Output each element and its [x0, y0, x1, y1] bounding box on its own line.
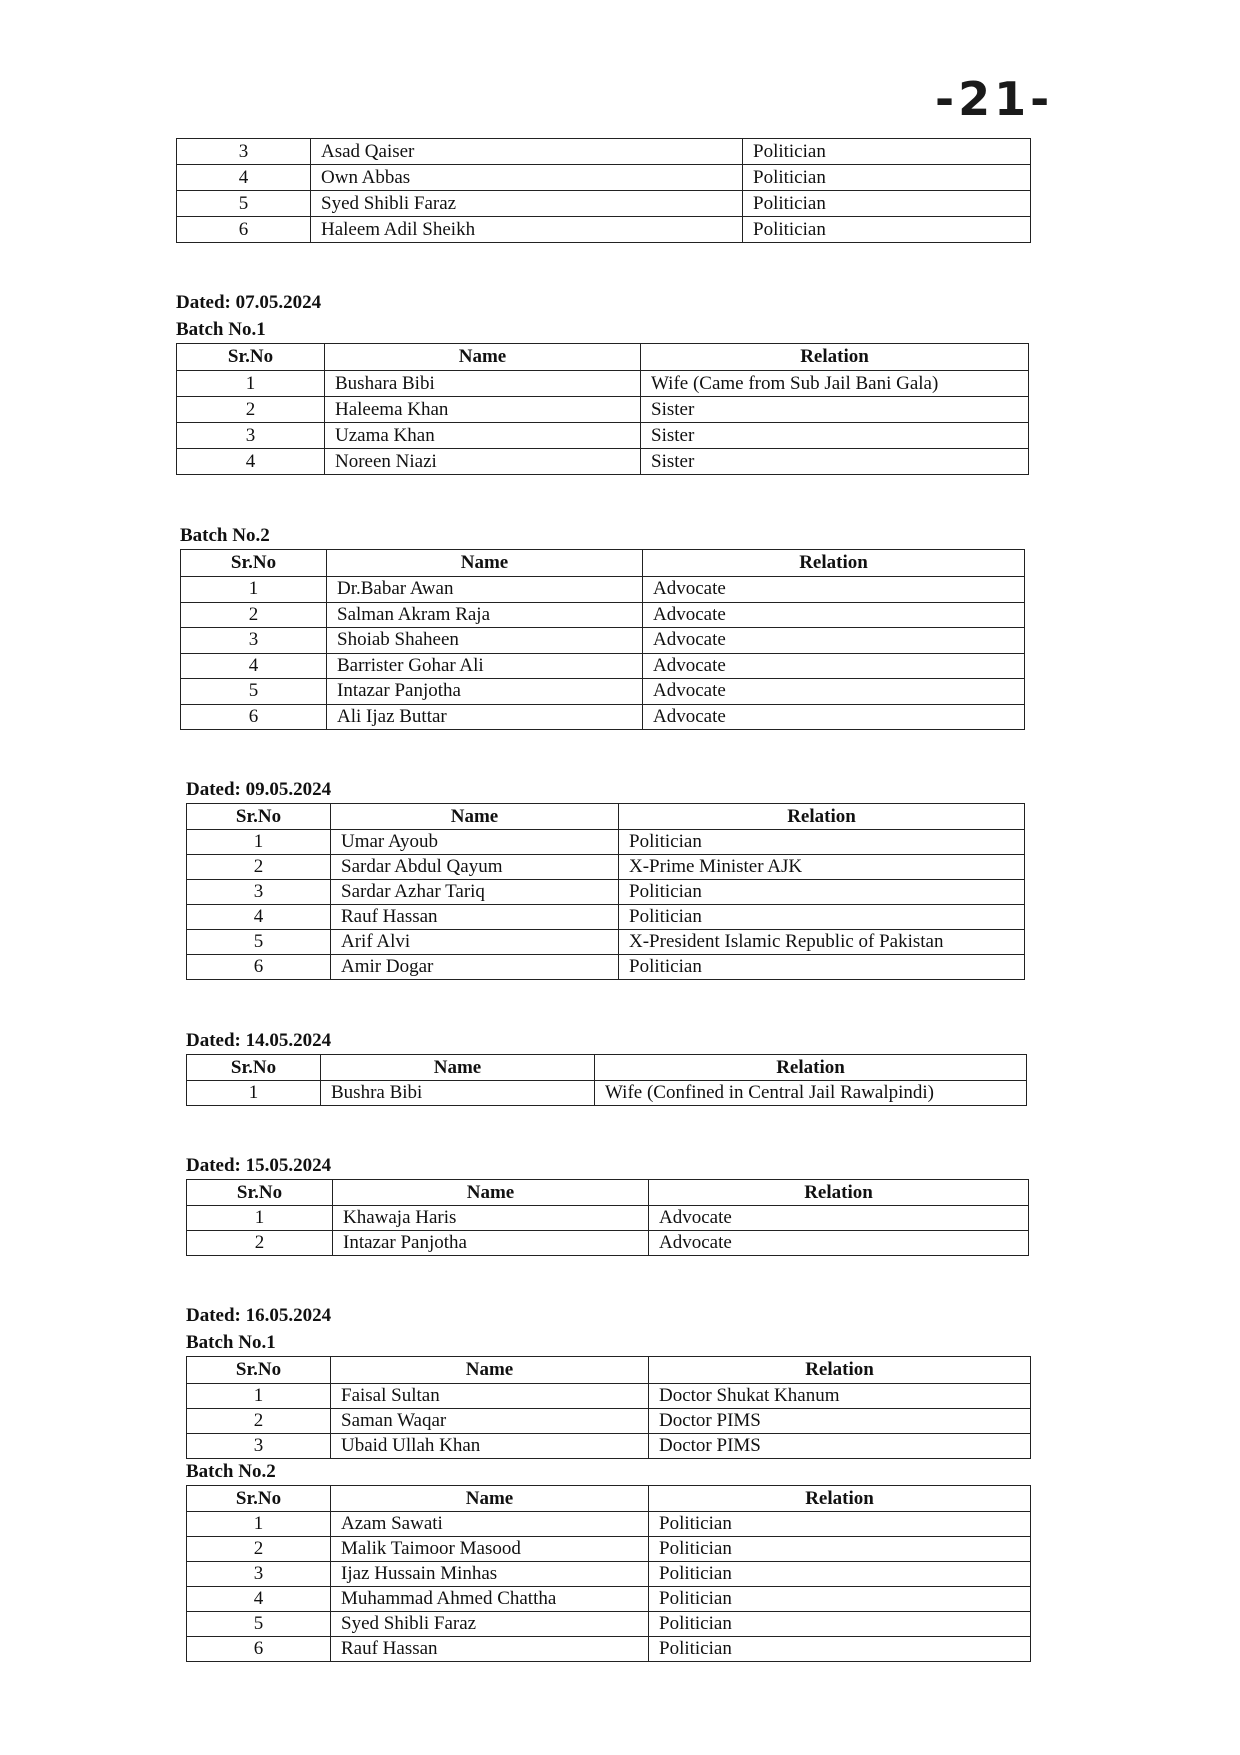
name-cell: Sardar Azhar Tariq: [331, 880, 619, 905]
table-header-row: [177, 344, 1029, 371]
visitor-table: [176, 343, 1029, 475]
name-cell: Ijaz Hussain Minhas: [331, 1562, 649, 1587]
relation-cell: Wife (Came from Sub Jail Bani Gala): [641, 371, 1029, 397]
sr-no-cell: 6: [177, 217, 311, 243]
relation-cell: Advocate: [643, 628, 1025, 654]
name-cell: Bushara Bibi: [325, 371, 641, 397]
section-date: Dated: 09.05.2024: [186, 779, 332, 800]
sr-no-cell: 2: [187, 1537, 331, 1562]
sr-no-cell: 1: [181, 577, 327, 603]
header-sr-no: Sr.No: [187, 1357, 331, 1384]
section-16-05-batch-2: [186, 1458, 1031, 1662]
relation-cell: Doctor PIMS: [649, 1434, 1031, 1459]
sr-no-cell: 2: [187, 1231, 333, 1256]
header-name: Name: [321, 1055, 595, 1081]
relation-cell: Sister: [641, 449, 1029, 475]
header-sr-no: Sr.No: [181, 550, 327, 577]
relation-cell: Politician: [743, 139, 1031, 165]
header-relation: Relation: [619, 804, 1025, 830]
section-15-05: [186, 1152, 1029, 1256]
sr-no-cell: 5: [181, 679, 327, 705]
sr-no-cell: 2: [181, 602, 327, 628]
visitor-table: [186, 1054, 1027, 1106]
table-row: [187, 905, 1025, 930]
table-header-row: [187, 804, 1025, 830]
table-row: [187, 1537, 1031, 1562]
table-row: [187, 955, 1025, 980]
table-header-row: [181, 550, 1025, 577]
header-sr-no: Sr.No: [177, 344, 325, 371]
sr-no-cell: 4: [177, 165, 311, 191]
table-header-row: [187, 1055, 1027, 1081]
name-cell: Barrister Gohar Ali: [327, 653, 643, 679]
name-cell: Azam Sawati: [331, 1512, 649, 1537]
section-date: Dated: 15.05.2024: [186, 1155, 332, 1176]
relation-cell: Politician: [649, 1612, 1031, 1637]
header-name: Name: [327, 550, 643, 577]
table-row: [187, 1206, 1029, 1231]
section-date: Dated: 14.05.2024: [186, 1030, 332, 1051]
name-cell: Sardar Abdul Qayum: [331, 855, 619, 880]
table-row: [187, 1409, 1031, 1434]
table-row: [181, 577, 1025, 603]
table-header-row: [187, 1357, 1031, 1384]
sr-no-cell: 1: [187, 1512, 331, 1537]
page-number: -21-: [935, 72, 1054, 126]
table-row: [177, 397, 1029, 423]
table-row: [177, 165, 1031, 191]
name-cell: Noreen Niazi: [325, 449, 641, 475]
table-row: [181, 704, 1025, 730]
header-relation: Relation: [649, 1486, 1031, 1512]
section-07-05-batch-2: [180, 522, 1025, 730]
header-name: Name: [333, 1180, 649, 1206]
name-cell: Asad Qaiser: [311, 139, 743, 165]
batch-label: Batch No.1: [176, 319, 266, 340]
relation-cell: Politician: [619, 955, 1025, 980]
sr-no-cell: 6: [187, 955, 331, 980]
header-relation: Relation: [595, 1055, 1027, 1081]
section-date: Dated: 16.05.2024: [186, 1305, 332, 1326]
relation-cell: Politician: [649, 1537, 1031, 1562]
table-row: [187, 1081, 1027, 1106]
relation-cell: Politician: [619, 905, 1025, 930]
visitor-table: [186, 1179, 1029, 1256]
batch-label: Batch No.2: [186, 1461, 276, 1482]
relation-cell: Doctor Shukat Khanum: [649, 1384, 1031, 1409]
sr-no-cell: 2: [187, 1409, 331, 1434]
relation-cell: Politician: [743, 217, 1031, 243]
table-row: [181, 602, 1025, 628]
sr-no-cell: 3: [187, 1434, 331, 1459]
header-relation: Relation: [643, 550, 1025, 577]
relation-cell: Advocate: [643, 577, 1025, 603]
sr-no-cell: 2: [177, 397, 325, 423]
table-row: [187, 880, 1025, 905]
table-row: [181, 679, 1025, 705]
relation-cell: Politician: [649, 1587, 1031, 1612]
sr-no-cell: 4: [181, 653, 327, 679]
name-cell: Own Abbas: [311, 165, 743, 191]
section-date: Dated: 07.05.2024: [176, 292, 322, 313]
header-relation: Relation: [641, 344, 1029, 371]
sr-no-cell: 5: [187, 930, 331, 955]
name-cell: Umar Ayoub: [331, 830, 619, 855]
relation-cell: Advocate: [643, 679, 1025, 705]
header-sr-no: Sr.No: [187, 1055, 321, 1081]
table-row: [187, 1512, 1031, 1537]
relation-cell: Advocate: [649, 1206, 1029, 1231]
header-name: Name: [325, 344, 641, 371]
table-row: [187, 1612, 1031, 1637]
sr-no-cell: 1: [187, 830, 331, 855]
name-cell: Syed Shibli Faraz: [331, 1612, 649, 1637]
sr-no-cell: 3: [181, 628, 327, 654]
section-16-05-batch-1: [186, 1302, 1031, 1459]
name-cell: Intazar Panjotha: [327, 679, 643, 705]
table-row: [177, 449, 1029, 475]
relation-cell: Advocate: [643, 602, 1025, 628]
sr-no-cell: 2: [187, 855, 331, 880]
table-row: [187, 1434, 1031, 1459]
section-14-05: [186, 1027, 1027, 1106]
header-relation: Relation: [649, 1180, 1029, 1206]
header-sr-no: Sr.No: [187, 804, 331, 830]
sr-no-cell: 5: [187, 1612, 331, 1637]
header-sr-no: Sr.No: [187, 1486, 331, 1512]
name-cell: Salman Akram Raja: [327, 602, 643, 628]
name-cell: Syed Shibli Faraz: [311, 191, 743, 217]
visitor-table: [180, 549, 1025, 730]
table-row: [177, 139, 1031, 165]
name-cell: Intazar Panjotha: [333, 1231, 649, 1256]
section-07-05-batch-1: [176, 289, 1029, 475]
name-cell: Arif Alvi: [331, 930, 619, 955]
name-cell: Haleem Adil Sheikh: [311, 217, 743, 243]
header-name: Name: [331, 804, 619, 830]
table-row: [187, 830, 1025, 855]
relation-cell: Politician: [649, 1512, 1031, 1537]
relation-cell: Politician: [649, 1637, 1031, 1662]
name-cell: Haleema Khan: [325, 397, 641, 423]
sr-no-cell: 4: [187, 1587, 331, 1612]
sr-no-cell: 1: [187, 1206, 333, 1231]
relation-cell: Politician: [743, 191, 1031, 217]
relation-cell: Politician: [619, 880, 1025, 905]
visitor-table: [186, 1485, 1031, 1662]
name-cell: Rauf Hassan: [331, 1637, 649, 1662]
name-cell: Amir Dogar: [331, 955, 619, 980]
table-row: [177, 423, 1029, 449]
name-cell: Khawaja Haris: [333, 1206, 649, 1231]
table-row: [187, 1587, 1031, 1612]
table-row: [187, 1562, 1031, 1587]
name-cell: Malik Taimoor Masood: [331, 1537, 649, 1562]
relation-cell: Politician: [649, 1562, 1031, 1587]
name-cell: Dr.Babar Awan: [327, 577, 643, 603]
sr-no-cell: 3: [177, 139, 311, 165]
table-row: [187, 930, 1025, 955]
relation-cell: X-Prime Minister AJK: [619, 855, 1025, 880]
table-row: [177, 191, 1031, 217]
sr-no-cell: 1: [187, 1384, 331, 1409]
relation-cell: Wife (Confined in Central Jail Rawalpindi): [595, 1081, 1027, 1106]
table-row: [177, 371, 1029, 397]
header-sr-no: Sr.No: [187, 1180, 333, 1206]
table-header-row: [187, 1180, 1029, 1206]
sr-no-cell: 4: [187, 905, 331, 930]
visitor-table: [186, 803, 1025, 980]
sr-no-cell: 5: [177, 191, 311, 217]
table-row: [187, 1231, 1029, 1256]
batch-label: Batch No.2: [180, 525, 270, 546]
relation-cell: Sister: [641, 397, 1029, 423]
table-row: [187, 1384, 1031, 1409]
relation-cell: X-President Islamic Republic of Pakistan: [619, 930, 1025, 955]
sr-no-cell: 1: [177, 371, 325, 397]
sr-no-cell: 4: [177, 449, 325, 475]
header-name: Name: [331, 1486, 649, 1512]
name-cell: Uzama Khan: [325, 423, 641, 449]
sr-no-cell: 6: [187, 1637, 331, 1662]
sr-no-cell: 1: [187, 1081, 321, 1106]
relation-cell: Advocate: [643, 704, 1025, 730]
sr-no-cell: 3: [187, 1562, 331, 1587]
relation-cell: Sister: [641, 423, 1029, 449]
name-cell: Ubaid Ullah Khan: [331, 1434, 649, 1459]
table-row: [181, 628, 1025, 654]
relation-cell: Politician: [743, 165, 1031, 191]
name-cell: Bushra Bibi: [321, 1081, 595, 1106]
continued-section: [176, 138, 1031, 243]
name-cell: Ali Ijaz Buttar: [327, 704, 643, 730]
relation-cell: Doctor PIMS: [649, 1409, 1031, 1434]
table-row: [187, 1637, 1031, 1662]
table-row: [181, 653, 1025, 679]
header-relation: Relation: [649, 1357, 1031, 1384]
relation-cell: Politician: [619, 830, 1025, 855]
relation-cell: Advocate: [643, 653, 1025, 679]
table-row: [177, 217, 1031, 243]
continued-table: [176, 138, 1031, 243]
sr-no-cell: 3: [187, 880, 331, 905]
header-name: Name: [331, 1357, 649, 1384]
visitor-table: [186, 1356, 1031, 1459]
name-cell: Muhammad Ahmed Chattha: [331, 1587, 649, 1612]
section-09-05: [186, 776, 1025, 980]
table-header-row: [187, 1486, 1031, 1512]
relation-cell: Advocate: [649, 1231, 1029, 1256]
table-row: [187, 855, 1025, 880]
name-cell: Saman Waqar: [331, 1409, 649, 1434]
sr-no-cell: 6: [181, 704, 327, 730]
batch-label: Batch No.1: [186, 1332, 276, 1353]
name-cell: Shoiab Shaheen: [327, 628, 643, 654]
name-cell: Rauf Hassan: [331, 905, 619, 930]
sr-no-cell: 3: [177, 423, 325, 449]
name-cell: Faisal Sultan: [331, 1384, 649, 1409]
